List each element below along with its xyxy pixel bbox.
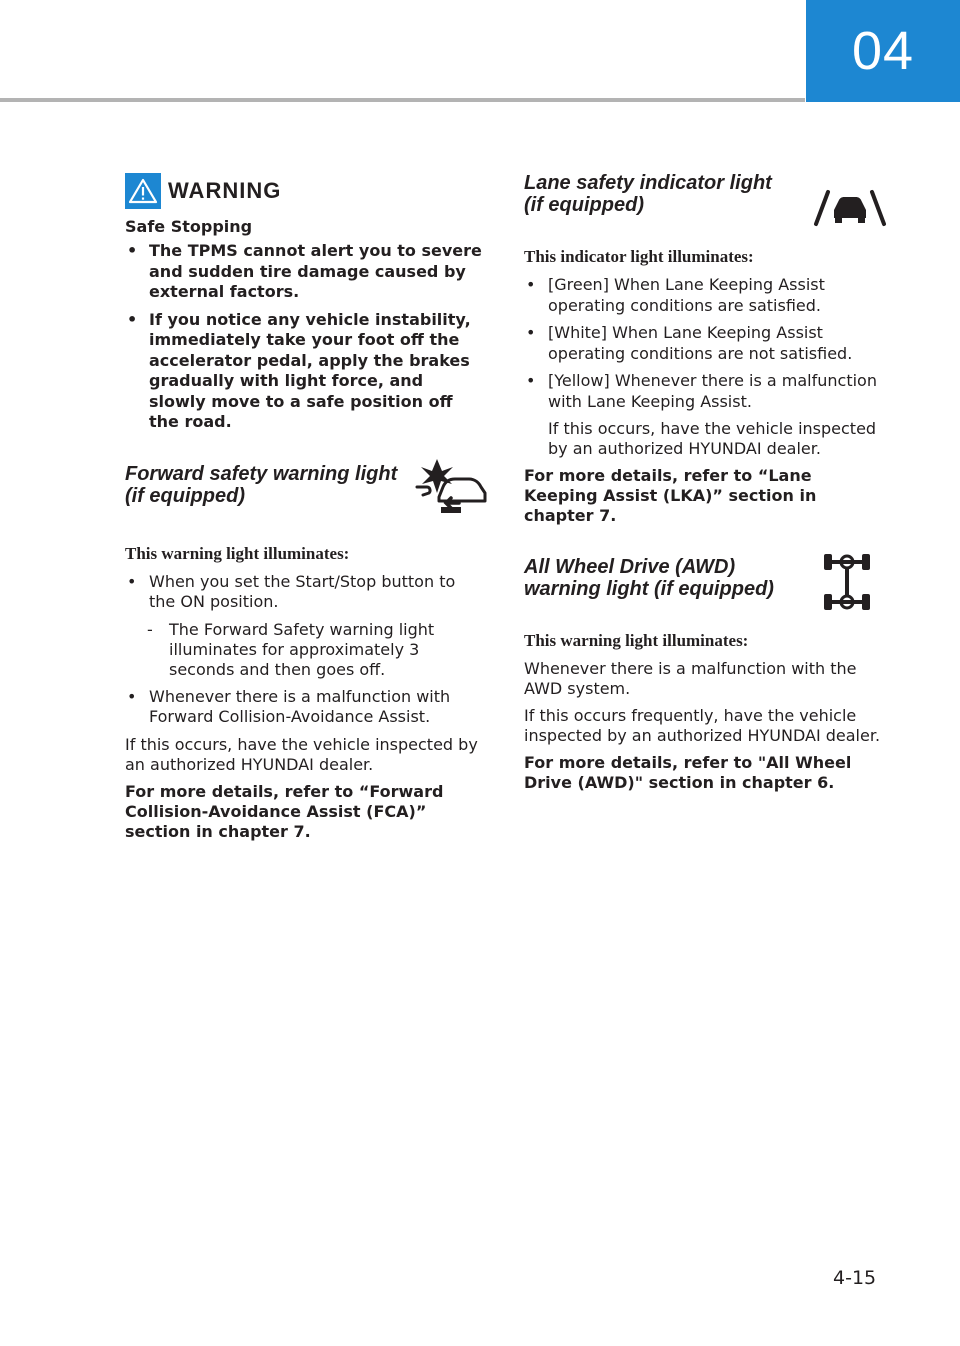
forward-bullet: • When you set the Start/Stop button to the ON position. — [125, 572, 485, 613]
forward-intro: This warning light illuminates: — [125, 543, 350, 563]
forward-sub-bullet: - The Forward Safety warning light illuminates for approximately 3 seconds and then goes off. — [125, 620, 485, 680]
forward-paragraph: If this occurs, have the vehicle inspected by an authorized HYUNDAI dealer. — [125, 734, 478, 774]
awd-paragraph: If this occurs frequently, have the vehicle inspected by an authorized HYUNDAI dealer. — [524, 706, 881, 745]
awd-paragraph: Whenever there is a malfunction with the AWD system. — [524, 659, 857, 698]
lane-heading-row — [524, 172, 886, 232]
chapter-number: 04 — [851, 21, 915, 81]
lane-heading: Lane safety indicator light (if equipped) — [524, 172, 772, 216]
awd-heading-row — [524, 556, 886, 616]
header-rule — [0, 98, 805, 102]
warning-triangle-icon — [125, 173, 161, 209]
lane-continuation: If this occurs, have the vehicle inspected by an authorized HYUNDAI dealer. — [548, 419, 877, 458]
forward-collision-warning-icon — [413, 457, 489, 519]
lane-bullet: • [White] When Lane Keeping Assist operating conditions are not satisfied. — [524, 323, 886, 364]
warning-subtitle: Safe Stopping — [125, 217, 253, 236]
right-column — [524, 170, 886, 800]
warning-bullet: • If you notice any vehicle instability, immediately take your foot off the accelerator pedal, apply the brakes gradually with light force, and slowly move to a safe position off the road. — [125, 310, 485, 433]
left-column — [125, 170, 485, 849]
awd-intro: This warning light illuminates: — [524, 631, 749, 650]
awd-drivetrain-icon — [822, 552, 872, 612]
warning-title: WARNING — [168, 178, 282, 203]
lane-reference: For more details, refer to “Lane Keeping Assist (LKA)” section in chapter 7. — [524, 466, 817, 525]
awd-reference: For more details, refer to "All Wheel Drive (AWD)" section in chapter 6. — [524, 753, 852, 792]
warning-bullet: • The TPMS cannot alert you to severe and sudden tire damage caused by external factors. — [125, 241, 485, 303]
warning-header — [125, 170, 485, 212]
forward-bullet: • Whenever there is a malfunction with Forward Collision-Avoidance Assist. — [125, 687, 485, 728]
forward-heading-row — [125, 463, 485, 523]
lane-bullet: • [Green] When Lane Keeping Assist operating conditions are satisfied. — [524, 275, 886, 316]
lane-bullet: • [Yellow] Whenever there is a malfunction with Lane Keeping Assist. — [524, 371, 886, 412]
forward-reference: For more details, refer to “Forward Collision-Avoidance Assist (FCA)” section in chapter 7. — [125, 781, 444, 841]
chapter-tab — [806, 0, 960, 102]
page-number: 4-15 — [833, 1267, 877, 1289]
lane-keeping-icon — [812, 188, 888, 228]
awd-heading: All Wheel Drive (AWD) warning light (if equipped) — [524, 556, 774, 600]
lane-intro: This indicator light illuminates: — [524, 247, 754, 266]
forward-heading: Forward safety warning light (if equipped) — [125, 462, 398, 507]
